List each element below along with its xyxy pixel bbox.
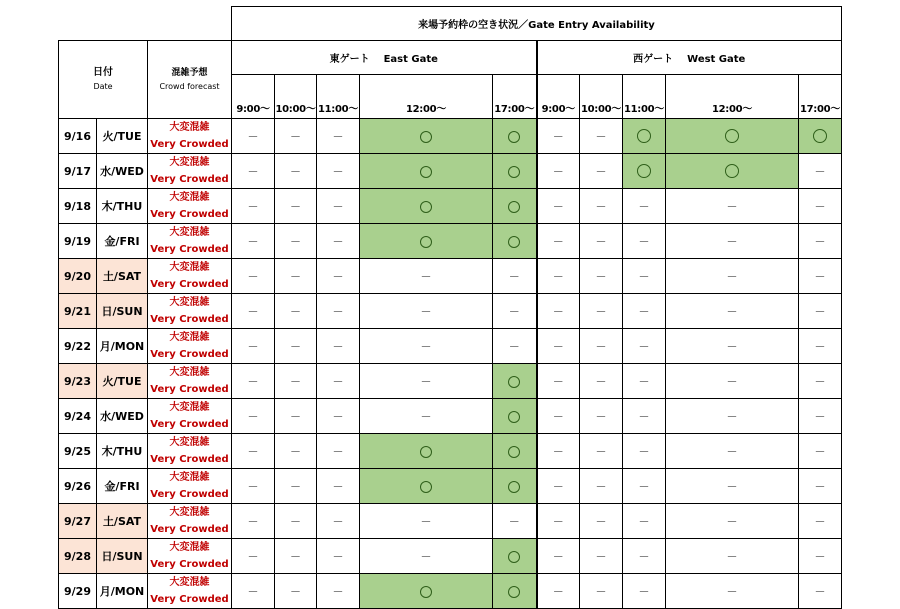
east-slot-unavailable: －: [317, 329, 360, 364]
crowd-forecast: [148, 574, 232, 609]
available-circle-icon: [508, 376, 520, 388]
east-slot-unavailable: －: [275, 294, 317, 329]
row-date: 9/19: [59, 224, 97, 259]
west-slot-unavailable: －: [799, 364, 842, 399]
row-day: 月/MON: [97, 574, 148, 609]
available-circle-icon: [508, 236, 520, 248]
west-slot-unavailable: －: [623, 434, 666, 469]
crowd-forecast-ja: 大変混雑: [169, 507, 210, 518]
east-slot-unavailable: －: [360, 259, 493, 294]
crowd-forecast: [148, 294, 232, 329]
east-slot-unavailable: －: [275, 539, 317, 574]
crowd-forecast-en: Very Crowded: [150, 244, 229, 255]
west-slot-unavailable: －: [580, 469, 623, 504]
available-circle-icon: [420, 201, 432, 213]
east-slot-available: [360, 189, 493, 224]
crowd-forecast-en: Very Crowded: [150, 279, 229, 290]
east-slot-unavailable: －: [232, 189, 275, 224]
table-row: [59, 574, 842, 609]
crowd-header-sub: Crowd forecast: [159, 81, 220, 91]
crowd-forecast-ja: 大変混雑: [169, 402, 210, 413]
west-slot-unavailable: －: [799, 294, 842, 329]
west-slot-unavailable: －: [537, 224, 580, 259]
east-slot-available: [360, 574, 493, 609]
east-slot-unavailable: －: [317, 539, 360, 574]
available-circle-icon: [508, 201, 520, 213]
east-slot-unavailable: －: [275, 259, 317, 294]
west-slot-unavailable: －: [799, 259, 842, 294]
row-day: 火/TUE: [97, 364, 148, 399]
available-circle-icon: [637, 164, 651, 178]
east-slot-unavailable: －: [232, 259, 275, 294]
east-slot-unavailable: －: [317, 364, 360, 399]
west-slot-unavailable: －: [799, 574, 842, 609]
table-row: [59, 329, 842, 364]
west-gate-en: West Gate: [687, 54, 746, 65]
west-slot-unavailable: －: [623, 539, 666, 574]
west-slot-unavailable: －: [580, 224, 623, 259]
row-date: 9/17: [59, 154, 97, 189]
east-slot-unavailable: －: [493, 504, 537, 539]
west-slot-unavailable: －: [623, 329, 666, 364]
table-row: [59, 364, 842, 399]
east-slot-unavailable: －: [232, 224, 275, 259]
corner-blank: [59, 7, 232, 41]
east-slot-available: [493, 119, 537, 154]
east-slot-unavailable: －: [317, 224, 360, 259]
crowd-forecast: [148, 364, 232, 399]
east-slot-unavailable: －: [275, 574, 317, 609]
west-slot-unavailable: －: [666, 539, 799, 574]
table-row: [59, 399, 842, 434]
west-slot-unavailable: －: [623, 504, 666, 539]
east-slot-unavailable: －: [493, 294, 537, 329]
crowd-forecast-en: Very Crowded: [150, 174, 229, 185]
west-time-header: 10:00～: [580, 75, 623, 119]
crowd-forecast: [148, 539, 232, 574]
west-slot-unavailable: －: [666, 434, 799, 469]
crowd-forecast: [148, 189, 232, 224]
crowd-forecast: [148, 399, 232, 434]
table-title: 来場予約枠の空き状況／Gate Entry Availability: [232, 7, 842, 41]
east-slot-available: [493, 189, 537, 224]
east-slot-unavailable: －: [493, 259, 537, 294]
east-slot-unavailable: －: [232, 469, 275, 504]
crowd-forecast-en: Very Crowded: [150, 454, 229, 465]
crowd-forecast: [148, 224, 232, 259]
row-day: 火/TUE: [97, 119, 148, 154]
west-slot-unavailable: －: [799, 329, 842, 364]
west-slot-unavailable: －: [537, 469, 580, 504]
east-slot-unavailable: －: [232, 504, 275, 539]
available-circle-icon: [508, 586, 520, 598]
available-circle-icon: [420, 586, 432, 598]
east-slot-available: [493, 399, 537, 434]
west-slot-unavailable: －: [799, 504, 842, 539]
row-date: 9/20: [59, 259, 97, 294]
west-slot-available: [666, 119, 799, 154]
row-day: 日/SUN: [97, 539, 148, 574]
row-day: 水/WED: [97, 399, 148, 434]
availability-table: [58, 6, 842, 609]
crowd-forecast: [148, 504, 232, 539]
crowd-forecast-en: Very Crowded: [150, 559, 229, 570]
crowd-forecast-en: Very Crowded: [150, 419, 229, 430]
available-circle-icon: [508, 446, 520, 458]
east-slot-unavailable: －: [317, 294, 360, 329]
west-time-header: 12:00～: [666, 75, 799, 119]
available-circle-icon: [508, 411, 520, 423]
west-slot-unavailable: －: [666, 364, 799, 399]
east-slot-available: [360, 224, 493, 259]
table-row: [59, 119, 842, 154]
east-slot-unavailable: －: [275, 329, 317, 364]
row-day: 土/SAT: [97, 259, 148, 294]
west-slot-unavailable: －: [623, 574, 666, 609]
east-slot-available: [360, 469, 493, 504]
west-slot-available: [666, 154, 799, 189]
east-slot-unavailable: －: [493, 329, 537, 364]
west-slot-unavailable: －: [799, 224, 842, 259]
available-circle-icon: [637, 129, 651, 143]
east-slot-unavailable: －: [232, 329, 275, 364]
west-slot-unavailable: －: [537, 119, 580, 154]
west-slot-unavailable: －: [537, 364, 580, 399]
east-gate-ja: 東ゲート: [329, 54, 370, 65]
row-day: 水/WED: [97, 154, 148, 189]
available-circle-icon: [420, 446, 432, 458]
table-row: [59, 294, 842, 329]
crowd-forecast-en: Very Crowded: [150, 489, 229, 500]
east-slot-available: [493, 224, 537, 259]
east-slot-unavailable: －: [275, 399, 317, 434]
west-slot-unavailable: －: [580, 504, 623, 539]
crowd-forecast-ja: 大変混雑: [169, 472, 210, 483]
east-slot-available: [360, 154, 493, 189]
table-row: [59, 434, 842, 469]
west-slot-unavailable: －: [580, 364, 623, 399]
east-slot-unavailable: －: [275, 504, 317, 539]
crowd-forecast-en: Very Crowded: [150, 524, 229, 535]
east-slot-unavailable: －: [232, 434, 275, 469]
east-slot-unavailable: －: [317, 399, 360, 434]
west-slot-unavailable: －: [537, 539, 580, 574]
east-slot-unavailable: －: [317, 434, 360, 469]
east-slot-available: [493, 469, 537, 504]
east-slot-available: [493, 434, 537, 469]
west-slot-unavailable: －: [580, 154, 623, 189]
crowd-forecast-ja: 大変混雑: [169, 297, 210, 308]
west-time-header: 11:00～: [623, 75, 666, 119]
crowd-forecast-en: Very Crowded: [150, 314, 229, 325]
west-slot-unavailable: －: [666, 329, 799, 364]
east-slot-unavailable: －: [232, 154, 275, 189]
east-slot-unavailable: －: [275, 469, 317, 504]
available-circle-icon: [420, 481, 432, 493]
crowd-forecast-ja: 大変混雑: [169, 577, 210, 588]
west-time-header: 17:00～: [799, 75, 842, 119]
crowd-forecast: [148, 119, 232, 154]
table-row: [59, 189, 842, 224]
west-slot-unavailable: －: [799, 434, 842, 469]
west-slot-unavailable: －: [580, 399, 623, 434]
east-slot-unavailable: －: [360, 294, 493, 329]
available-circle-icon: [420, 166, 432, 178]
west-slot-available: [623, 119, 666, 154]
west-gate-ja: 西ゲート: [633, 54, 674, 65]
west-slot-unavailable: －: [666, 224, 799, 259]
crowd-forecast: [148, 469, 232, 504]
crowd-forecast-en: Very Crowded: [150, 209, 229, 220]
east-slot-available: [360, 119, 493, 154]
date-header-sub: Date: [93, 81, 113, 91]
west-slot-unavailable: －: [537, 329, 580, 364]
west-slot-unavailable: －: [580, 329, 623, 364]
row-day: 木/THU: [97, 189, 148, 224]
west-slot-unavailable: －: [666, 574, 799, 609]
row-date: 9/29: [59, 574, 97, 609]
east-slot-available: [360, 434, 493, 469]
row-date: 9/21: [59, 294, 97, 329]
crowd-forecast: [148, 259, 232, 294]
crowd-forecast-en: Very Crowded: [150, 384, 229, 395]
crowd-forecast-ja: 大変混雑: [169, 332, 210, 343]
crowd-header: [148, 41, 232, 119]
crowd-forecast-en: Very Crowded: [150, 139, 229, 150]
crowd-forecast-en: Very Crowded: [150, 349, 229, 360]
west-slot-unavailable: －: [580, 119, 623, 154]
west-slot-unavailable: －: [799, 469, 842, 504]
east-slot-unavailable: －: [317, 469, 360, 504]
west-slot-unavailable: －: [623, 259, 666, 294]
east-slot-unavailable: －: [360, 399, 493, 434]
east-slot-unavailable: －: [232, 294, 275, 329]
west-slot-unavailable: －: [623, 189, 666, 224]
crowd-forecast: [148, 154, 232, 189]
table-row: [59, 539, 842, 574]
row-date: 9/18: [59, 189, 97, 224]
east-slot-unavailable: －: [232, 539, 275, 574]
available-circle-icon: [508, 551, 520, 563]
east-slot-unavailable: －: [232, 364, 275, 399]
east-time-header: 17:00～: [493, 75, 537, 119]
west-slot-available: [799, 119, 842, 154]
west-slot-unavailable: －: [623, 469, 666, 504]
west-slot-unavailable: －: [580, 539, 623, 574]
east-slot-unavailable: －: [317, 259, 360, 294]
row-day: 金/FRI: [97, 469, 148, 504]
east-slot-available: [493, 364, 537, 399]
available-circle-icon: [813, 129, 827, 143]
west-slot-unavailable: －: [580, 259, 623, 294]
east-slot-unavailable: －: [317, 574, 360, 609]
table-row: [59, 469, 842, 504]
west-time-header: 9:00～: [537, 75, 580, 119]
east-slot-unavailable: －: [275, 224, 317, 259]
east-slot-unavailable: －: [232, 399, 275, 434]
west-slot-available: [623, 154, 666, 189]
east-slot-unavailable: －: [232, 574, 275, 609]
east-slot-unavailable: －: [275, 154, 317, 189]
east-slot-unavailable: －: [275, 189, 317, 224]
crowd-forecast: [148, 329, 232, 364]
west-slot-unavailable: －: [537, 399, 580, 434]
west-slot-unavailable: －: [666, 189, 799, 224]
row-day: 日/SUN: [97, 294, 148, 329]
east-time-header: 9:00～: [232, 75, 275, 119]
east-slot-unavailable: －: [317, 504, 360, 539]
east-slot-unavailable: －: [317, 189, 360, 224]
crowd-forecast-ja: 大変混雑: [169, 262, 210, 273]
crowd-forecast-ja: 大変混雑: [169, 122, 210, 133]
row-day: 木/THU: [97, 434, 148, 469]
table-row: [59, 504, 842, 539]
west-slot-unavailable: －: [537, 434, 580, 469]
west-slot-unavailable: －: [666, 259, 799, 294]
table-row: [59, 259, 842, 294]
west-slot-unavailable: －: [799, 189, 842, 224]
available-circle-icon: [508, 166, 520, 178]
table-row: [59, 224, 842, 259]
west-slot-unavailable: －: [580, 189, 623, 224]
east-slot-unavailable: －: [275, 364, 317, 399]
east-slot-available: [493, 539, 537, 574]
crowd-forecast-ja: 大変混雑: [169, 227, 210, 238]
row-day: 土/SAT: [97, 504, 148, 539]
row-date: 9/22: [59, 329, 97, 364]
crowd-forecast-ja: 大変混雑: [169, 542, 210, 553]
row-day: 金/FRI: [97, 224, 148, 259]
row-date: 9/23: [59, 364, 97, 399]
east-time-header: 12:00～: [360, 75, 493, 119]
east-slot-unavailable: －: [360, 504, 493, 539]
west-slot-unavailable: －: [580, 574, 623, 609]
east-slot-unavailable: －: [232, 119, 275, 154]
west-slot-unavailable: －: [537, 574, 580, 609]
row-date: 9/24: [59, 399, 97, 434]
west-slot-unavailable: －: [537, 294, 580, 329]
table-row: [59, 154, 842, 189]
west-slot-unavailable: －: [799, 399, 842, 434]
crowd-forecast-ja: 大変混雑: [169, 437, 210, 448]
west-slot-unavailable: －: [623, 294, 666, 329]
east-slot-available: [493, 574, 537, 609]
west-slot-unavailable: －: [623, 224, 666, 259]
west-slot-unavailable: －: [666, 399, 799, 434]
row-date: 9/16: [59, 119, 97, 154]
east-slot-unavailable: －: [360, 539, 493, 574]
west-slot-unavailable: －: [799, 539, 842, 574]
east-slot-unavailable: －: [360, 364, 493, 399]
west-slot-unavailable: －: [580, 294, 623, 329]
west-slot-unavailable: －: [623, 399, 666, 434]
east-slot-unavailable: －: [275, 434, 317, 469]
crowd-forecast-ja: 大変混雑: [169, 367, 210, 378]
west-slot-unavailable: －: [799, 154, 842, 189]
east-slot-unavailable: －: [360, 329, 493, 364]
west-slot-unavailable: －: [537, 189, 580, 224]
west-slot-unavailable: －: [537, 504, 580, 539]
crowd-header-label: 混雑予想: [171, 67, 208, 78]
row-date: 9/27: [59, 504, 97, 539]
east-slot-unavailable: －: [317, 119, 360, 154]
crowd-forecast: [148, 434, 232, 469]
west-slot-unavailable: －: [537, 259, 580, 294]
west-slot-unavailable: －: [666, 469, 799, 504]
west-gate-header: [537, 41, 842, 75]
west-slot-unavailable: －: [666, 504, 799, 539]
row-date: 9/28: [59, 539, 97, 574]
row-date: 9/25: [59, 434, 97, 469]
date-header: [59, 41, 148, 119]
east-time-header: 11:00～: [317, 75, 360, 119]
east-gate-header: [232, 41, 537, 75]
available-circle-icon: [725, 129, 739, 143]
crowd-forecast-ja: 大変混雑: [169, 157, 210, 168]
available-circle-icon: [725, 164, 739, 178]
east-time-header: 10:00～: [275, 75, 317, 119]
west-slot-unavailable: －: [666, 294, 799, 329]
east-gate-en: East Gate: [383, 54, 438, 65]
available-circle-icon: [508, 131, 520, 143]
west-slot-unavailable: －: [537, 154, 580, 189]
available-circle-icon: [508, 481, 520, 493]
east-slot-available: [493, 154, 537, 189]
date-header-label: 日付: [93, 66, 113, 78]
west-slot-unavailable: －: [623, 364, 666, 399]
east-slot-unavailable: －: [317, 154, 360, 189]
available-circle-icon: [420, 236, 432, 248]
row-date: 9/26: [59, 469, 97, 504]
crowd-forecast-en: Very Crowded: [150, 594, 229, 605]
east-slot-unavailable: －: [275, 119, 317, 154]
available-circle-icon: [420, 131, 432, 143]
crowd-forecast-ja: 大変混雑: [169, 192, 210, 203]
west-slot-unavailable: －: [580, 434, 623, 469]
row-day: 月/MON: [97, 329, 148, 364]
